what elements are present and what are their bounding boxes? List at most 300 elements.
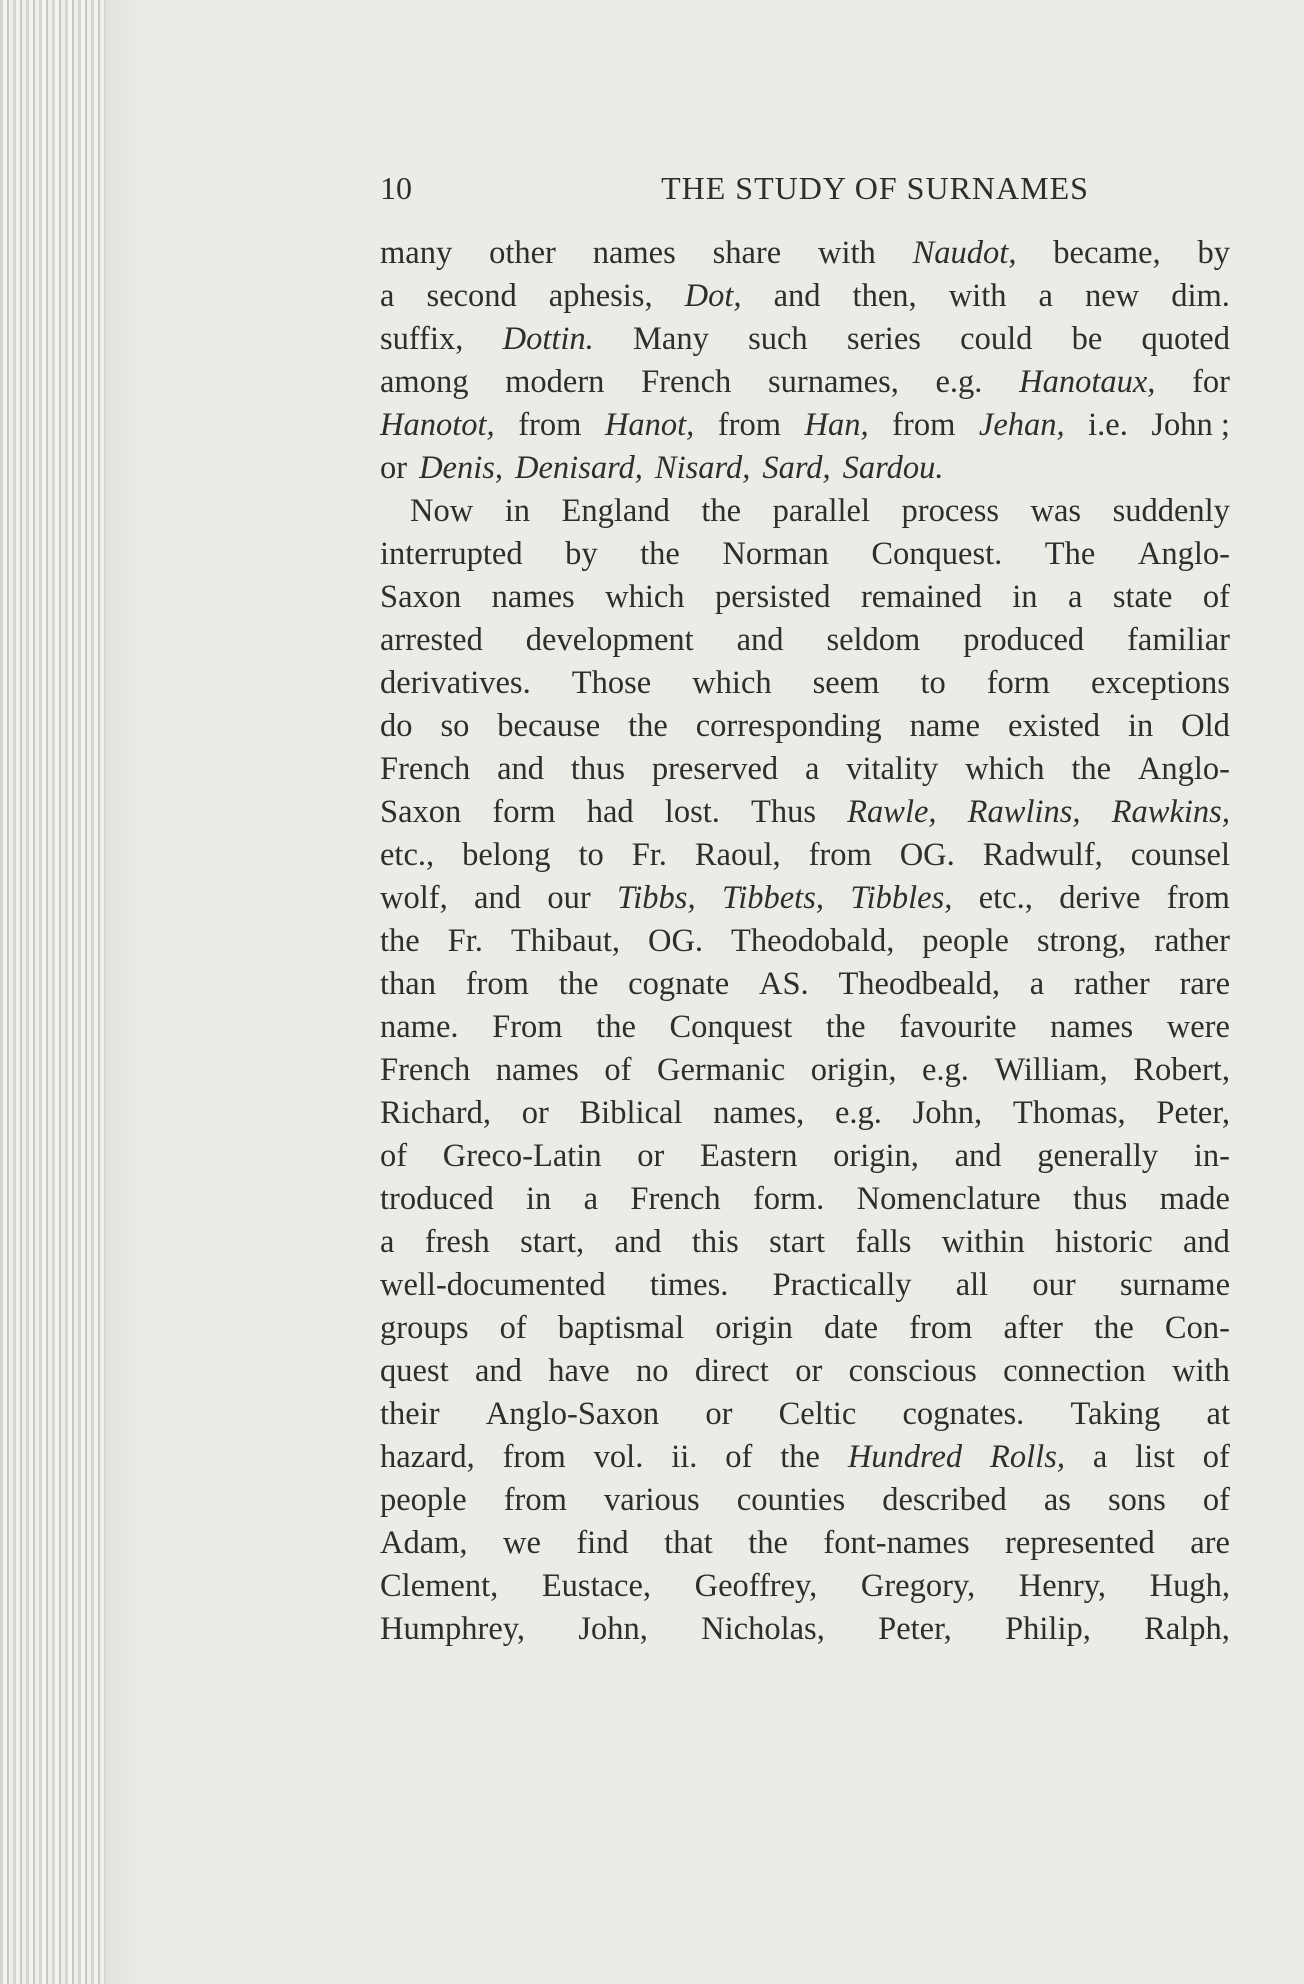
word: new — [1085, 278, 1140, 314]
word: of — [499, 1310, 527, 1346]
word: sons — [1108, 1482, 1166, 1518]
word: in — [504, 493, 530, 529]
word: suffix, — [380, 321, 464, 357]
word: Practically — [772, 1267, 912, 1303]
text-line — [380, 404, 1230, 447]
word: Philip, — [1005, 1611, 1091, 1647]
word: French — [641, 364, 732, 400]
word: persisted — [714, 579, 831, 615]
text-line — [380, 1092, 1230, 1135]
word: Anglo- — [1137, 536, 1230, 572]
word: Old — [1181, 708, 1230, 744]
word: which — [965, 751, 1045, 787]
word: strong, — [1036, 923, 1127, 959]
word: The — [1044, 536, 1096, 572]
italic-word: Denis, — [419, 450, 504, 486]
word: do — [380, 708, 413, 744]
word: e.g. — [834, 1095, 882, 1131]
word: OG. — [647, 923, 704, 959]
italic-word: Sard, — [762, 450, 831, 486]
word: Eustace, — [541, 1568, 652, 1604]
word: thus — [1073, 1181, 1128, 1217]
word: the — [701, 493, 742, 529]
word: a — [380, 1224, 395, 1260]
word: or — [521, 1095, 549, 1131]
italic-word: Jehan, — [978, 407, 1065, 443]
word: we — [502, 1525, 541, 1561]
word: or — [705, 1396, 733, 1432]
text-line — [380, 490, 1230, 533]
word: John, — [578, 1611, 648, 1647]
word: in — [526, 1181, 552, 1217]
word: AS. — [759, 966, 809, 1002]
word: John, — [912, 1095, 983, 1131]
word: Saxon — [380, 579, 462, 615]
word: the — [1094, 1310, 1134, 1346]
word: the — [748, 1525, 788, 1561]
word: or — [637, 1138, 665, 1174]
word: their — [380, 1396, 440, 1432]
word: from — [909, 1310, 973, 1346]
word: produced — [963, 622, 1085, 658]
word: vol. — [593, 1439, 644, 1475]
text-line — [380, 662, 1230, 705]
text-line — [380, 1436, 1230, 1479]
word: French — [380, 1052, 471, 1088]
italic-word: Rawle, — [847, 794, 937, 830]
word: William, — [994, 1052, 1108, 1088]
italic-word: Han, — [804, 407, 869, 443]
word: derive — [1059, 880, 1141, 916]
word: French — [380, 751, 471, 787]
word: Taking — [1070, 1396, 1161, 1432]
word: of — [1202, 579, 1230, 615]
word: from — [1166, 880, 1230, 916]
word: generally — [1037, 1138, 1159, 1174]
word: counsel — [1130, 837, 1230, 873]
word: baptismal — [557, 1310, 685, 1346]
word: Theodobald, — [731, 923, 895, 959]
word: share — [712, 235, 782, 271]
word: historic — [1055, 1224, 1153, 1260]
word: troduced — [380, 1181, 494, 1217]
word: with — [817, 235, 876, 271]
word: Anglo-Saxon — [485, 1396, 660, 1432]
word: suddenly — [1112, 493, 1230, 529]
word: Those — [571, 665, 652, 701]
word: vitality — [846, 751, 939, 787]
word: John ; — [1151, 407, 1230, 443]
word: Raoul, — [694, 837, 781, 873]
word: for — [1192, 364, 1230, 400]
word: Many — [633, 321, 709, 357]
word: by — [565, 536, 598, 572]
italic-word: Rolls, — [990, 1439, 1065, 1475]
word: from — [465, 966, 529, 1002]
word: Fr. — [631, 837, 667, 873]
word: start — [769, 1224, 826, 1260]
word: names — [1050, 1009, 1134, 1045]
text-line — [380, 1522, 1230, 1565]
word: have — [548, 1353, 610, 1389]
word: names — [592, 235, 676, 271]
word: Peter, — [1156, 1095, 1230, 1131]
word: surname — [1119, 1267, 1230, 1303]
word: direct — [694, 1353, 769, 1389]
word: our — [1032, 1267, 1076, 1303]
text-line — [380, 1006, 1230, 1049]
word: etc., — [380, 837, 435, 873]
text-line — [380, 1393, 1230, 1436]
italic-word: Tibbles, — [850, 880, 953, 916]
word: and — [614, 1224, 662, 1260]
italic-word: Naudot, — [912, 235, 1017, 271]
word: in — [1127, 708, 1154, 744]
word: this — [691, 1224, 739, 1260]
word: interrupted — [380, 536, 523, 572]
word: than — [380, 966, 436, 1002]
word: e.g. — [935, 364, 983, 400]
word: people — [922, 923, 1009, 959]
word: Germanic — [657, 1052, 786, 1088]
word: England — [561, 493, 670, 529]
word: quest — [380, 1353, 449, 1389]
word: that — [664, 1525, 713, 1561]
word: favourite — [899, 1009, 1017, 1045]
word: name. — [380, 1009, 459, 1045]
word: or — [795, 1353, 823, 1389]
word: fresh — [424, 1224, 490, 1260]
word: Ralph, — [1144, 1611, 1230, 1647]
word: cognates. — [902, 1396, 1025, 1432]
word: list — [1135, 1439, 1175, 1475]
word: French — [630, 1181, 721, 1217]
italic-word: Hanotot, — [380, 407, 495, 443]
word: in- — [1193, 1138, 1230, 1174]
word: wolf, — [380, 880, 448, 916]
word: corresponding — [695, 708, 882, 744]
word: Anglo- — [1137, 751, 1230, 787]
word: rare — [1179, 966, 1230, 1002]
word: names — [495, 1052, 579, 1088]
word: second — [426, 278, 517, 314]
text-line — [380, 963, 1230, 1006]
word: Hugh, — [1149, 1568, 1230, 1604]
text-line — [380, 1221, 1230, 1264]
text-line — [380, 576, 1230, 619]
word: Thomas, — [1012, 1095, 1126, 1131]
running-title: THE STUDY OF SURNAMES — [661, 170, 1089, 206]
word: hazard, — [380, 1439, 475, 1475]
word: name — [909, 708, 980, 744]
word: a — [1092, 1439, 1108, 1475]
word: names — [491, 579, 575, 615]
word: the — [628, 708, 668, 744]
word: belong — [462, 837, 551, 873]
word: Conquest. — [871, 536, 1003, 572]
word: lost. — [664, 794, 720, 830]
word: other — [489, 235, 556, 271]
word: times. — [649, 1267, 729, 1303]
word: form — [492, 794, 556, 830]
text-line — [380, 1049, 1230, 1092]
word: conscious — [848, 1353, 977, 1389]
word: arrested — [380, 622, 483, 658]
word: from — [717, 407, 781, 443]
word: to — [578, 837, 604, 873]
word: Nomenclature — [856, 1181, 1041, 1217]
word: e.g. — [922, 1052, 969, 1088]
word: of — [380, 1138, 408, 1174]
word: a — [1038, 278, 1053, 314]
word: are — [1190, 1525, 1230, 1561]
text-line — [380, 834, 1230, 877]
word: the — [780, 1439, 820, 1475]
word: of — [725, 1439, 753, 1475]
word: the — [596, 1009, 636, 1045]
word: groups — [380, 1310, 469, 1346]
word: Theodbeald, — [838, 966, 1000, 1002]
word: a — [1067, 579, 1083, 615]
text-line — [380, 791, 1230, 834]
word: find — [576, 1525, 629, 1561]
word: process — [901, 493, 999, 529]
word: Radwulf, — [982, 837, 1103, 873]
word: represented — [1005, 1525, 1155, 1561]
word: Nicholas, — [701, 1611, 825, 1647]
word: seem — [812, 665, 880, 701]
word: and — [474, 880, 521, 916]
italic-word: Rawkins, — [1111, 794, 1230, 830]
word: OG. — [899, 837, 955, 873]
italic-word: Hundred — [847, 1439, 963, 1475]
word: a — [380, 278, 395, 314]
word: and — [736, 622, 784, 658]
italic-word: Dot, — [684, 278, 742, 314]
word: which — [605, 579, 685, 615]
italic-word: Sardou. — [842, 450, 944, 486]
word: from — [808, 837, 872, 873]
word: etc., — [978, 880, 1033, 916]
word: exceptions — [1090, 665, 1230, 701]
word: From — [492, 1009, 563, 1045]
text-line — [380, 275, 1230, 318]
word: modern — [505, 364, 605, 400]
word: be — [1071, 321, 1103, 357]
word: counties — [736, 1482, 846, 1518]
word: Greco-Latin — [442, 1138, 602, 1174]
word: Gregory, — [860, 1568, 976, 1604]
word: so — [440, 708, 470, 744]
text-line — [380, 361, 1230, 404]
text-line — [380, 877, 1230, 920]
word: by — [1197, 235, 1230, 271]
word: surnames, — [767, 364, 899, 400]
word: date — [823, 1310, 879, 1346]
word: after — [1003, 1310, 1063, 1346]
word: described — [882, 1482, 1007, 1518]
word: was — [1030, 493, 1082, 529]
word: because — [497, 708, 601, 744]
word: ii. — [671, 1439, 698, 1475]
word: origin, — [833, 1138, 919, 1174]
word: all — [955, 1267, 989, 1303]
text-line — [380, 705, 1230, 748]
italic-word: Nisard, — [654, 450, 751, 486]
page-number: 10 — [380, 170, 412, 206]
word: the — [558, 966, 599, 1002]
word: our — [547, 880, 591, 916]
word: Geoffrey, — [694, 1568, 818, 1604]
word: could — [960, 321, 1033, 357]
word: parallel — [772, 493, 871, 529]
word: Norman — [722, 536, 829, 572]
text-line — [380, 447, 1230, 490]
word: Saxon — [380, 794, 462, 830]
word: rather — [1154, 923, 1230, 959]
word: form. — [752, 1181, 825, 1217]
text-line — [380, 1565, 1230, 1608]
word: origin — [715, 1310, 793, 1346]
text-line — [380, 533, 1230, 576]
word: connection — [1003, 1353, 1146, 1389]
word: then, — [852, 278, 917, 314]
word: the — [640, 536, 680, 572]
word: origin, — [810, 1052, 897, 1088]
text-line — [380, 1350, 1230, 1393]
word: cognate — [628, 966, 730, 1002]
word: Thibaut, — [510, 923, 621, 959]
word: of — [604, 1052, 632, 1088]
book-page — [140, 0, 1304, 1984]
word: as — [1043, 1482, 1071, 1518]
word: form — [986, 665, 1050, 701]
word: Clement, — [380, 1568, 499, 1604]
word: state — [1112, 579, 1173, 615]
word: Con- — [1164, 1310, 1230, 1346]
word: people — [380, 1482, 467, 1518]
italic-word: Denisard, — [515, 450, 643, 486]
word: remained — [860, 579, 982, 615]
word: no — [635, 1353, 669, 1389]
word: familiar — [1127, 622, 1230, 658]
word: quoted — [1141, 321, 1230, 357]
word: many — [380, 235, 453, 271]
word: from — [502, 1439, 566, 1475]
word: dim. — [1171, 278, 1230, 314]
text-line — [380, 1307, 1230, 1350]
italic-word: Rawlins, — [967, 794, 1081, 830]
word: of — [1202, 1439, 1230, 1475]
word: which — [692, 665, 772, 701]
italic-word: Hanotaux, — [1019, 364, 1156, 400]
text-line — [380, 232, 1230, 275]
word: preserved — [651, 751, 779, 787]
word: such — [748, 321, 808, 357]
text-line — [380, 1479, 1230, 1522]
word: development — [525, 622, 694, 658]
text-line — [380, 318, 1230, 361]
word: and — [474, 1353, 522, 1389]
word: various — [604, 1482, 700, 1518]
italic-word: Tibbets, — [721, 880, 824, 916]
word: well-documented — [380, 1267, 606, 1303]
text-line — [380, 1264, 1230, 1307]
word: Biblical — [579, 1095, 683, 1131]
word: from — [518, 407, 582, 443]
word: within — [941, 1224, 1025, 1260]
body-text — [380, 232, 1230, 1651]
italic-word: Hanot, — [604, 407, 695, 443]
word: derivatives. — [380, 665, 531, 701]
word: aphesis, — [548, 278, 653, 314]
word: series — [846, 321, 921, 357]
word: Eastern — [700, 1138, 798, 1174]
word: the — [380, 923, 420, 959]
word: the — [825, 1009, 866, 1045]
word: Adam, — [380, 1525, 468, 1561]
word: a — [1029, 966, 1045, 1002]
word: Peter, — [878, 1611, 952, 1647]
word: names, — [713, 1095, 805, 1131]
word: were — [1166, 1009, 1230, 1045]
word: Conquest — [669, 1009, 793, 1045]
word: existed — [1007, 708, 1100, 744]
word: Humphrey, — [380, 1611, 526, 1647]
word: Now — [410, 493, 474, 529]
word: made — [1159, 1181, 1230, 1217]
word: with — [1172, 1353, 1230, 1389]
text-line — [380, 748, 1230, 791]
word: Richard, — [380, 1095, 492, 1131]
italic-word: Tibbs, — [617, 880, 696, 916]
text-line — [380, 1135, 1230, 1178]
word: start, — [520, 1224, 585, 1260]
word: i.e. — [1088, 407, 1128, 443]
word: at — [1206, 1396, 1230, 1432]
word: from — [892, 407, 956, 443]
word: or — [380, 450, 408, 486]
italic-word: Dottin. — [502, 321, 594, 357]
word: and — [954, 1138, 1002, 1174]
word: of — [1202, 1482, 1230, 1518]
word: to — [920, 665, 946, 701]
word: the — [1071, 751, 1112, 787]
word: and — [497, 751, 544, 787]
word: and — [1182, 1224, 1230, 1260]
word: font-names — [823, 1525, 970, 1561]
text-line — [380, 619, 1230, 662]
word: in — [1012, 579, 1038, 615]
word: thus — [570, 751, 625, 787]
word: with — [948, 278, 1007, 314]
word: falls — [855, 1224, 912, 1260]
word: rather — [1073, 966, 1150, 1002]
word: Fr. — [447, 923, 483, 959]
word: Robert, — [1133, 1052, 1230, 1088]
word: became, — [1053, 235, 1161, 271]
word: seldom — [826, 622, 921, 658]
word: from — [503, 1482, 567, 1518]
word: had — [586, 794, 634, 830]
text-line — [380, 920, 1230, 963]
text-line — [380, 1608, 1230, 1651]
word: Celtic — [778, 1396, 857, 1432]
word: a — [583, 1181, 599, 1217]
word: and — [773, 278, 821, 314]
word: a — [804, 751, 820, 787]
word: Henry, — [1018, 1568, 1107, 1604]
